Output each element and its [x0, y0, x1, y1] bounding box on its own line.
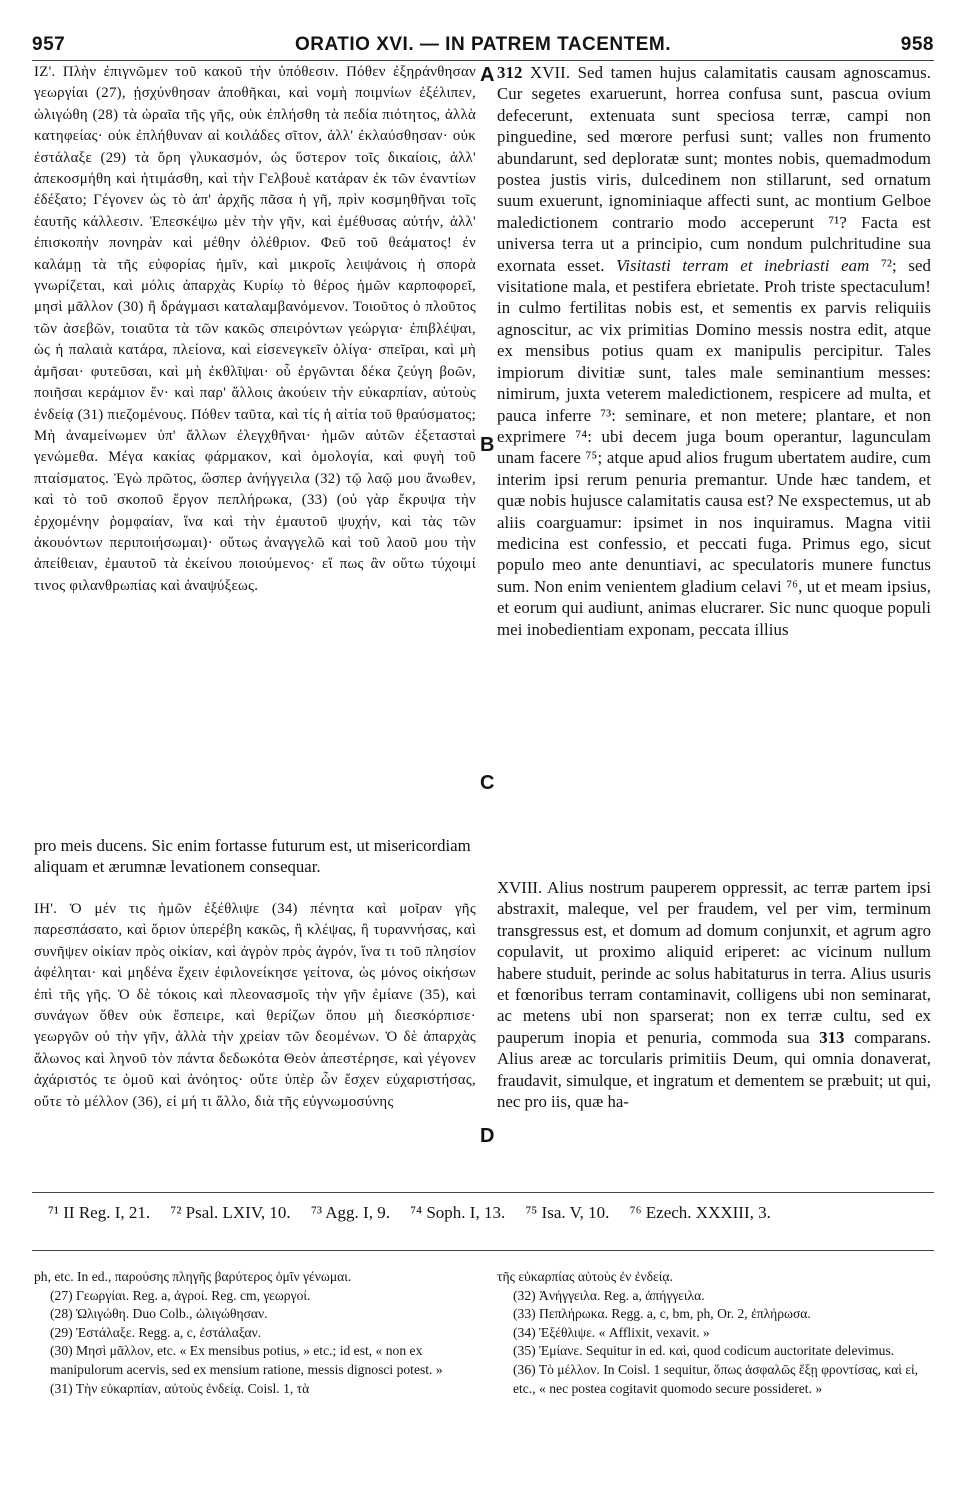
footnote: (36) Τὸ μέλλον. In Coisl. 1 sequitur, ὅπως ἀσφαλῶς ἕξῃ φροντίσας, καὶ εἰ, etc., « nec postea cogitavit quomodo secure possideret. »	[513, 1361, 919, 1396]
footnote: (33) Πεπλήρωκα. Regg. a, c, bm, ph, Or. 2, ἐπλήρωσα.	[513, 1306, 811, 1322]
header-rule	[32, 60, 934, 61]
latin-text-d: comparans. Alius areæ ac torcularis primitiis Deum, qui omnia donaverat, fraudavit, simulque, et ingratum et dementem se præbuit; ut qui, nec pro iis, quæ ha-	[497, 1027, 931, 1112]
reference-72: ⁷² Psal. LXIV, 10.	[170, 1203, 291, 1222]
margin-letter-b: B	[480, 434, 495, 456]
latin-text-b: ⁷²; sed visitatione mala, et pestifera ebrietate. Proh triste spectaculum! in culmo fertilitas nobis est, et sementis ex parvis reliquiis agnoscitur, ac vix primitias Domino messis nostra edit, atque ex mensibus potius quam ex manipulis percipitur. Tales impiorum divitiæ sunt, tales male seminantium messes: nimirum, juxta veterem maledictionem, respicere ad multa, et pauca inferre ⁷³: seminare, et non metere; plantare, et non exprimere ⁷⁴: ubi decem juga boum operantur, lagunculam unam facere ⁷⁵; atque apud alios frugum ubertatem audire, cum interim ipsi rerum penuria premantur. Unde hæc tandem, et quæ nobis hujusce calamitatis causa est? Ne exspectemus, ut ab aliis coarguamur: ipsimet in nos inquiramus. Magna vitii medicina est confessio, et peccati fuga. Primus ego, sicut populo meo ante denuntiavi, ac speculatoris munere functus sum. Non enim venientem gladium celavi ⁷⁶, ut et meam ipsius, et eorum qui audiunt, animas elucrarer. Sic nunc quoque populi mei inobedientiam exponam, peccata illius	[497, 255, 932, 639]
greek-paragraph: IZ'. Πλὴν ἐπιγνῶμεν τοῦ κακοῦ τὴν ὑπόθεσιν. Πόθεν ἐξηράνθησαν γεωργίαι (27), ᾐσχύνθησαν ἀποθῆκαι, καὶ νομὴ ποιμνίων ἐξέλιπεν, ὠλιγώθη (28) τὰ ὡραῖα τῆς γῆς, οὐκ ἐπλήσθη τὰ πεδία πιότητος, ἀλλὰ κατηφείας· οὐκ ἐπλήθυναν αἱ κοιλάδες σῖτον, ἀλλ' ἐκλαύσθησαν· οὐκ ἐστάλαξε (29) τὰ ὄρη γλυκασμόν, ὡς ὕστερον τοῖς δικαίοις, ἀλλ' ἀπεκοσμήθη καὶ ἠτιμάσθη, καὶ τὴν Γελβουὲ κατάραν ἐκ τῶν ἐναντίων ἐδέξατο; Γέγονεν ὡς τὸ ἀπ' ἀρχῆς πᾶσα ἡ γῆ, πρὶν κοσμηθῆναι τοῖς ἑαυτῆς κάλλεσιν. Ἐπεσκέψω μὲν τὴν γῆν, καὶ ἐμέθυσας αὐτήν, ἀλλ' ἐπισκοπὴν πονηρὰν καὶ μέθην ὀλέθριον. Φεῦ τοῦ θεάματος! ἐν καλάμῃ τὰ τῆς εὐφορίας ἡμῖν, καὶ μικροῖς λειψάνοις ἡ σπορὰ γνωρίζεται, καὶ μόλις ἀπαρχὰς Κυρίῳ τὸ θέρος ἡμῶν καρποφορεῖ, μησὶ μᾶλλον (30) ἢ δράγμασι καταλαμβανόμενον. Τοιοῦτος ὁ πλοῦτος τῶν ἀσεβῶν, τοιαῦτα τὰ τῶν κακῶς σπειρόντων γεώργια· ἐπιβλέψαι, ὡς ἡ παλαιὰ κατάρα, πλείονα, καὶ εἰσενεγκεῖν ὀλίγα· σπεῖραι, καὶ μὴ ἀμῆσαι· φυτεῦσαι, καὶ μὴ ἐκθλῖψαι· οὗ ἐργῶνται δέκα ζεύγη βοῶν, ποιῆσαι κεράμιον ἕν· καὶ παρ' ἄλλοις ἀκούειν τὴν εὐκαρπίαν, αὐτοὺς ἐνδείᾳ (31) πιεζομένους. Πόθεν ταῦτα, καὶ τίς ἡ αἰτία τοῦ θραύσματος; Μὴ ἀναμείνωμεν ὑπ' ἄλλων ἐλεγχθῆναι· ἡμῶν αὐτῶν ἐξετασταὶ γενώμεθα. Μέγα κακίας φάρμακον, καὶ ὁμολογία, καὶ φυγὴ τοῦ πταίσματος. Ἐγὼ πρῶτος, ὥσπερ ἀνήγγειλα (32) τῷ λαῷ μου ἄνωθεν, καὶ τὸ τοῦ σκοποῦ ἔργον πεπλήρωκα, (33) (οὐ γὰρ ἔκρυψα τὴν ἐρχομένην ῥομφαίαν, ἵνα καὶ τὴν ἐμαυτοῦ ψυχήν, καὶ τὰς τῶν ἀκουόντων περιποιήσωμαι)· οὕτως ἀναγγελῶ καὶ τοῦ λαοῦ μου τὴν ἀπείθειαν, ἐμαυτοῦ τὰ ἐκείνου ποιούμενος· εἴ πως ἂν οὕτω τύχοιμί τινος φιλανθρωπίας καὶ ἀναψύξεως.	[34, 64, 476, 594]
footnote: ph, etc. In ed., παρούσης πληγῆς βαρύτερος ὁμῖν γένωμαι.	[34, 1269, 352, 1284]
latin-column-section-17	[497, 62, 931, 640]
latin-text-a: XVII. Sed tamen hujus calamitatis causam agnoscamus. Cur segetes exaruerunt, horrea confusa sunt, pascua ovium defecerunt, extenuata sunt speciosa terræ, campi non pinguedine, sed mœrore perfusi sunt; valles non frumento abundarunt, sed deploratæ sunt; montes nobis, quemadmodum postea justis viris, dulcedinem non stillarunt, sed ornatum suum exuerunt, ignominiaque affecti sunt, ac montium Gelboe maledictionem contrario modo acceperunt ⁷¹? Facta est universa terra ut a principio, cum nondum pulchritudine sua exornata esset.	[497, 63, 932, 275]
footnote: (32) Ἀνήγγειλα. Reg. a, ἀπήγγειλα.	[513, 1287, 705, 1303]
spanning-line: pro meis ducens. Sic enim fortasse futurum est, ut misericordiam aliquam et ærumnæ levationem consequar.	[34, 836, 471, 877]
running-title: ORATIO XVI. — IN PATREM TACENTEM.	[294, 34, 672, 55]
scripture-references	[48, 1203, 934, 1223]
margin-letter-d: D	[480, 1125, 495, 1147]
footnote: (29) Ἐστάλαξε. Regg. a, c, ἐστάλαξαν.	[50, 1324, 262, 1340]
reference-76: ⁷⁶ Ezech. XXXIII, 3.	[629, 1203, 771, 1222]
footnotes-right	[497, 1268, 931, 1398]
latin-column-section-18	[497, 877, 931, 1112]
footnotes-left	[34, 1268, 476, 1398]
footnote: (34) Ἐξέθλιψε. « Afflixit, vexavit. »	[513, 1324, 710, 1340]
right-page-number: 958	[900, 34, 934, 55]
latin-paragraph	[497, 62, 931, 640]
footnote: (30) Μησὶ μᾶλλον, etc. « Ex mensibus potius, » etc.; id est, « non ex manipulorum acervis, sed ex mensium ratione, messis dignosci potest. »	[50, 1343, 443, 1377]
left-page-number: 957	[32, 34, 66, 55]
latin-text-c: XVIII. Alius nostrum pauperem oppressit, ac terræ partem ipsi abstraxit, maleque, vel per fraudem, vel per vim, terminum transgressus est, et domum ad domum conjunxit, et agrum agro copulavit, ut proximo aliquid eriperet: ac vicinum nullum habere studuit, perinde ac solus habitaturus in terra. Alius usuris et fœnoribus terram contaminavit, colligens ubi non seminarat, ac metens ubi non sparserat; non ex terræ cultu, sed ex pauperum inopia et penuria, commoda sua	[497, 878, 931, 1047]
notes-rule	[32, 1250, 934, 1251]
greek-column-section-17	[34, 62, 476, 597]
reference-74: ⁷⁴ Soph. I, 13.	[410, 1203, 506, 1222]
latin-paragraph-2	[497, 877, 931, 1112]
footnote: (27) Γεωργίαι. Reg. a, ἀγροί. Reg. cm, γεωργοί.	[50, 1287, 311, 1303]
reference-75: ⁷⁵ Isa. V, 10.	[525, 1203, 610, 1222]
footnote: (35) Ἐμίανε. Sequitur in ed. καὶ, quod codicum auctoritate delevimus.	[513, 1343, 895, 1359]
margin-letter-c: C	[480, 772, 495, 794]
reference-73: ⁷³ Agg. I, 9.	[310, 1203, 390, 1222]
page-header	[32, 34, 934, 58]
greek-column-section-18	[34, 899, 476, 1113]
footnote: (28) Ὠλιγώθη. Duo Colb., ὠλιγώθησαν.	[50, 1306, 268, 1322]
footnote: (31) Τὴν εὐκαρπίαν, αὐτοὺς ἐνδείᾳ. Coisl. 1, τὰ	[50, 1380, 310, 1396]
references-rule	[32, 1192, 934, 1193]
footnote: τῆς εὐκαρπίας αὐτοὺς ἐν ἐνδείᾳ.	[497, 1269, 673, 1284]
margin-letter-a: A	[480, 64, 495, 86]
column-number-2: 313	[819, 1027, 845, 1047]
greek-paragraph-2: IH'. Ὁ μέν τις ἡμῶν ἐξέθλιψε (34) πένητα καὶ μοῖραν γῆς παρεσπάσατο, καὶ ὅριον ὑπερέβη κακῶς, ἢ κλέψας, ἢ τυραννήσας, καὶ συνῆψεν οἰκίαν πρὸς οἰκίαν, καὶ ἀγρὸν πρὸς ἀγρόν, ἵνα τι τοῦ πλησίον ἀφέληται· καὶ μηδένα ἔχειν ἐφιλονείκησε γείτονα, ὡς μόνος οἰκήσων ἐπὶ τῆς γῆς. Ὁ δὲ τόκοις καὶ πλεονασμοῖς τὴν γῆν ἐμίανε (35), καὶ συνάγων ὅθεν οὐκ ἔσπειρε, καὶ θερίζων ὅπου μὴ διεσκόρπισε· γεωργῶν οὐ τὴν γῆν, ἀλλὰ τὴν χρείαν τῶν δεομένων. Ὁ δὲ ἀπαρχὰς ἅλωνος καὶ ληνοῦ τὸν πάντα δεδωκότα Θεὸν ἀπεστέρησε, καὶ γέγονεν ἀχάριστός τε ὁμοῦ καὶ ἀνόητος· οὔτε ὑπὲρ ὧν ἔσχεν εὐχαριστήσας, οὔτε τὸ μέλλον (36), εἰ μή τι ἄλλο, διὰ τῆς εὐγνωμοσύνης	[34, 901, 476, 1110]
reference-71: ⁷¹ II Reg. I, 21.	[48, 1203, 151, 1222]
column-number: 312	[497, 63, 523, 82]
latin-quotation: Visitasti terram et inebriasti eam	[616, 255, 870, 275]
